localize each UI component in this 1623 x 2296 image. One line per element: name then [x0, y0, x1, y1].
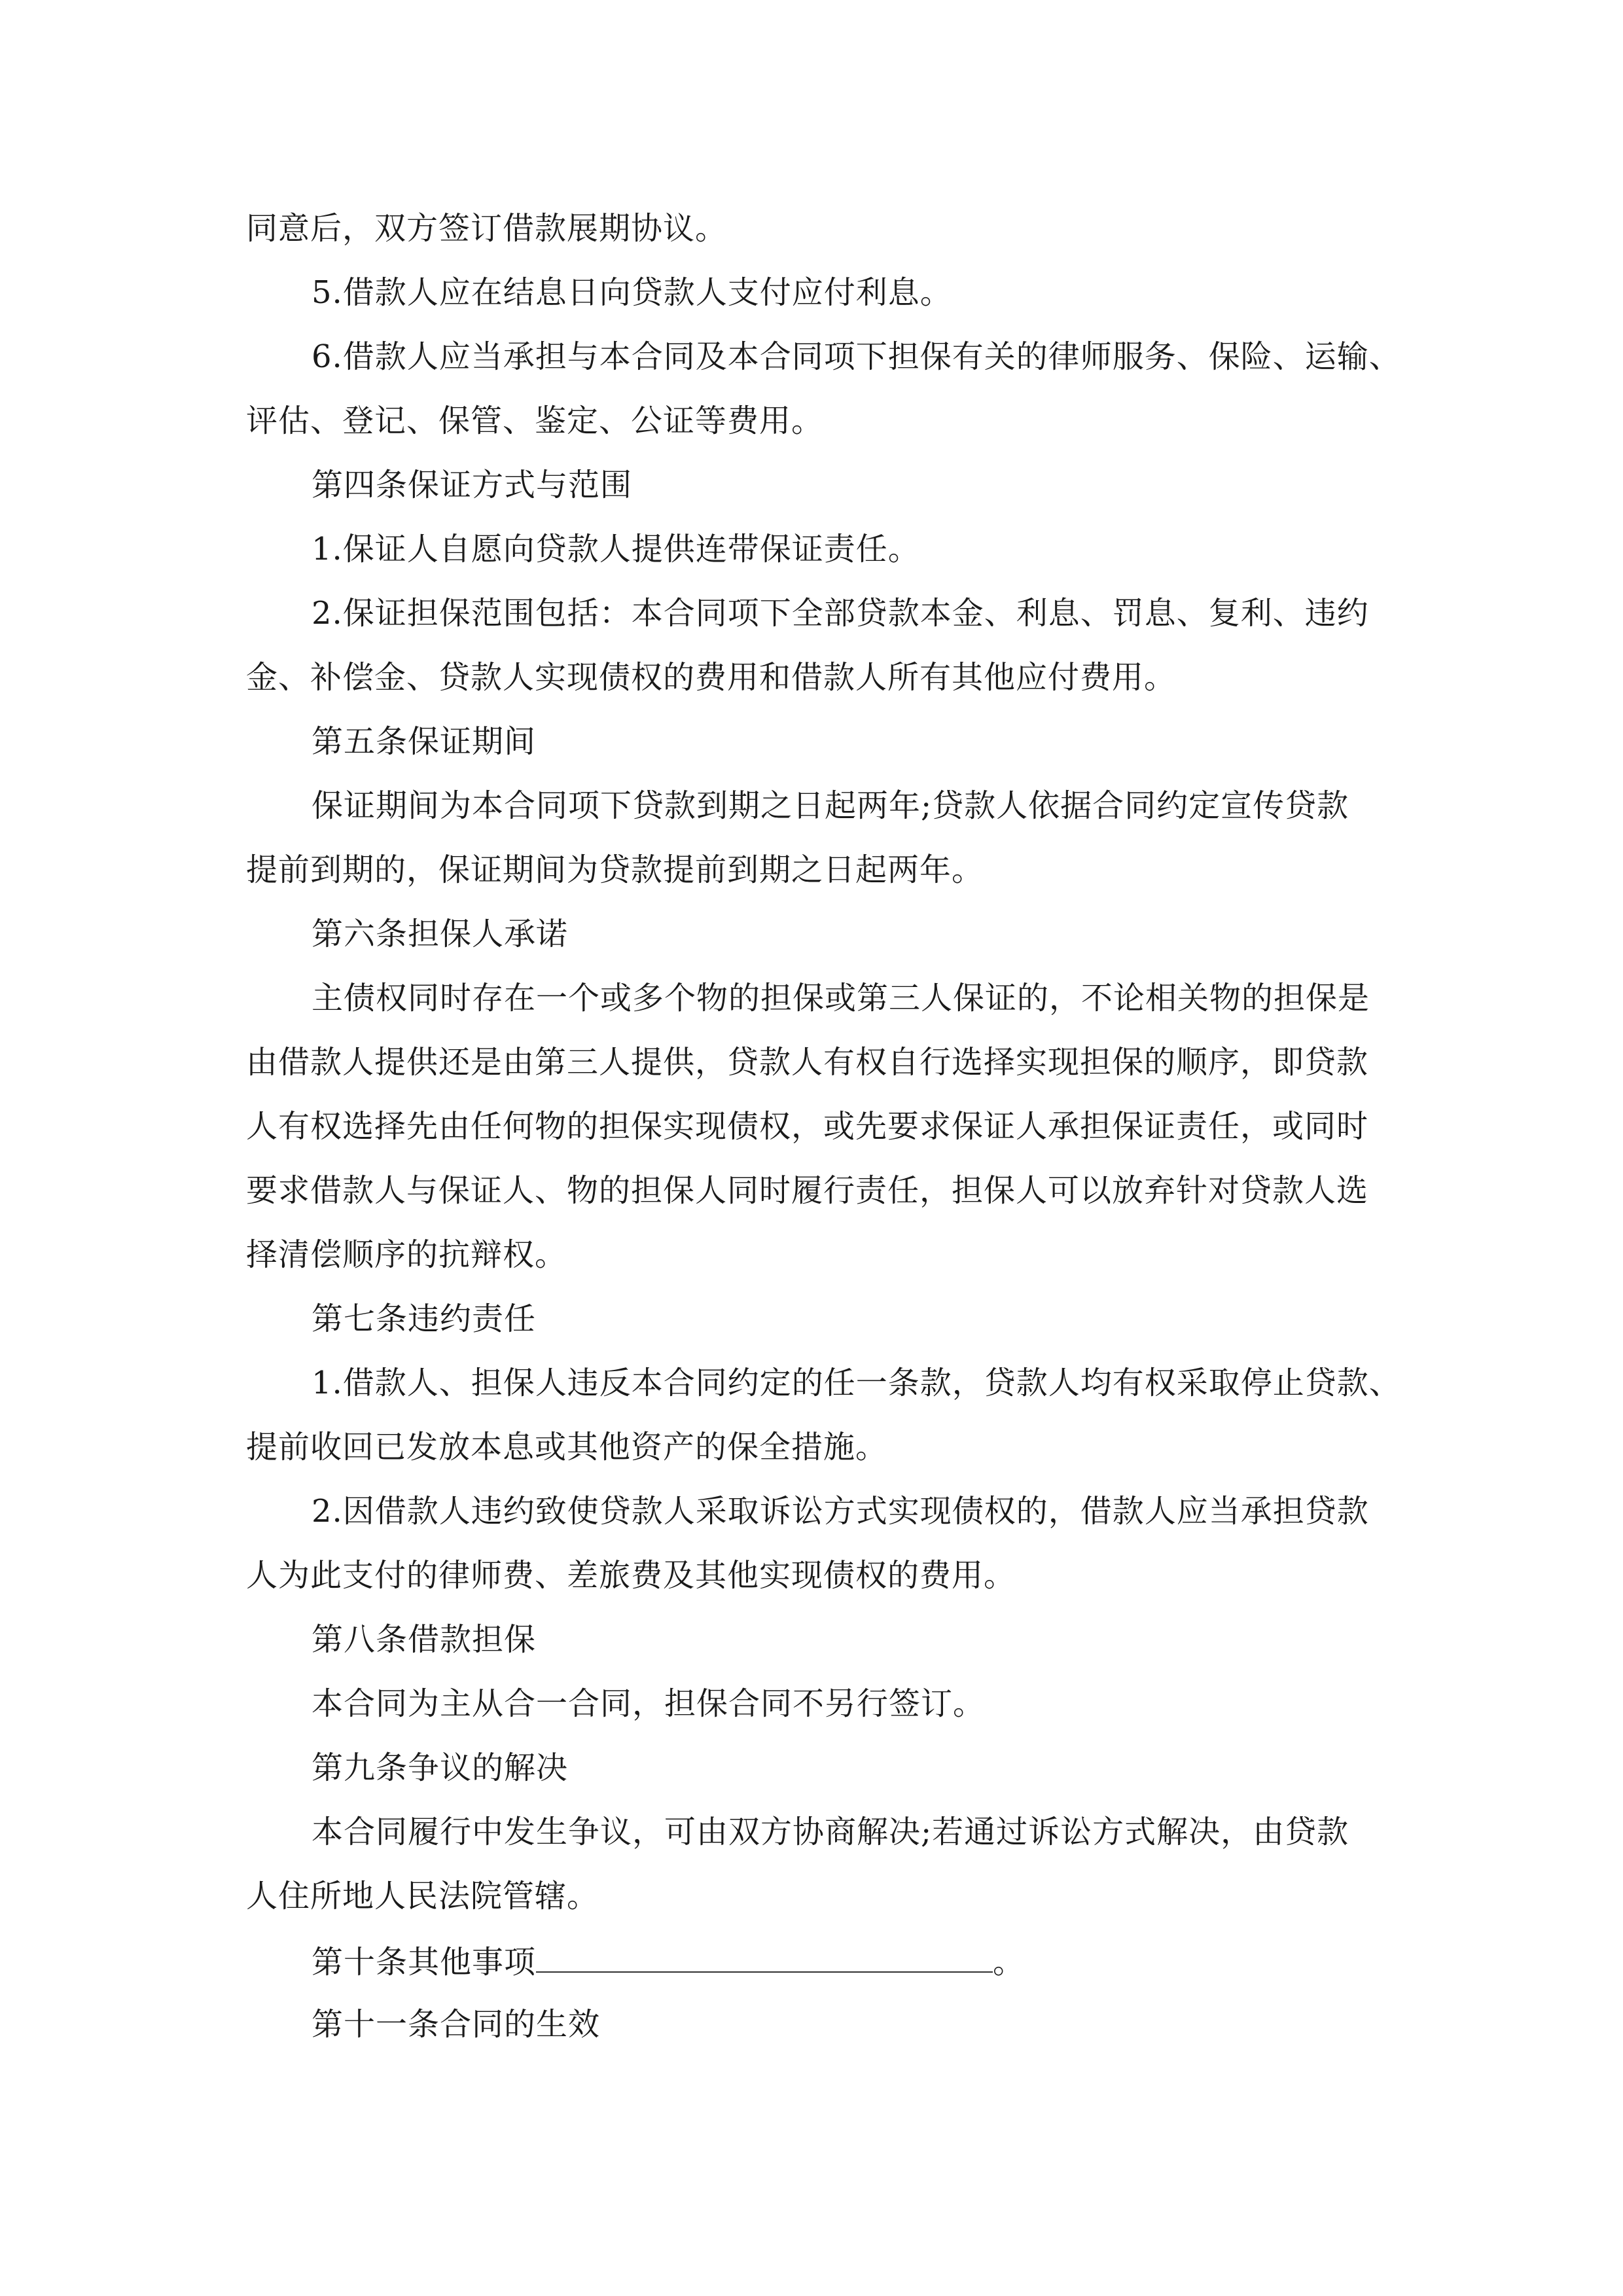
- text-line: 由借款人提供还是由第三人提供，贷款人有权自行选择实现担保的顺序，即贷款: [246, 1044, 1369, 1081]
- text-line: 本合同为主从合一合同，担保合同不另行签订。: [312, 1685, 986, 1722]
- text-line: 人为此支付的律师费、差旅费及其他实现债权的费用。: [246, 1557, 1016, 1594]
- text-line: 1.保证人自愿向贷款人提供连带保证责任。: [312, 531, 920, 567]
- text-line: 人有权选择先由任何物的担保实现债权，或先要求保证人承担保证责任，或同时: [246, 1108, 1369, 1145]
- text-line: 要求借款人与保证人、物的担保人同时履行责任，担保人可以放弃针对贷款人选: [246, 1172, 1369, 1209]
- text-line: 人住所地人民法院管辖。: [246, 1878, 599, 1914]
- text-line: 提前到期的，保证期间为贷款提前到期之日起两年。: [246, 852, 984, 888]
- text-line: 提前收回已发放本息或其他资产的保全措施。: [246, 1429, 888, 1465]
- text-line: 金、补偿金、贷款人实现债权的费用和借款人所有其他应付费用。: [246, 659, 1177, 696]
- text-line: 评估、登记、保管、鉴定、公证等费用。: [246, 403, 824, 439]
- text-line: 择清偿顺序的抗辩权。: [246, 1236, 567, 1273]
- section-heading: 第十一条合同的生效: [312, 2006, 601, 2043]
- period-mark: 。: [993, 1944, 1026, 1981]
- section-heading: 第六条担保人承诺: [312, 916, 569, 952]
- section-heading: 第五条保证期间: [312, 723, 537, 760]
- text-line: 主债权同时存在一个或多个物的担保或第三人保证的，不论相关物的担保是: [312, 980, 1370, 1016]
- text-line: 本合同履行中发生争议，可由双方协商解决;若通过诉讼方式解决，由贷款: [312, 1814, 1349, 1850]
- text-line: 保证期间为本合同项下贷款到期之日起两年;贷款人依据合同约定宣传贷款: [312, 787, 1349, 824]
- text-line: 2.因借款人违约致使贷款人采取诉讼方式实现债权的，借款人应当承担贷款: [312, 1493, 1369, 1530]
- section-heading: 第九条争议的解决: [312, 1749, 569, 1786]
- text-line: 2.保证担保范围包括：本合同项下全部贷款本金、利息、罚息、复利、违约: [312, 595, 1369, 632]
- document-page: [246, 196, 1401, 2056]
- fill-in-blank[interactable]: [536, 1928, 993, 1973]
- section-heading: 第十条其他事项: [312, 1944, 537, 1981]
- text-line: 6.借款人应当承担与本合同及本合同项下担保有关的律师服务、保险、运输、: [312, 338, 1401, 375]
- text-line: 1.借款人、担保人违反本合同约定的任一条款，贷款人均有权采取停止贷款、: [312, 1365, 1401, 1401]
- section-heading: 第四条保证方式与范围: [312, 467, 633, 503]
- other-matters-line: [246, 1928, 1380, 1992]
- text-line: 同意后，双方签订借款展期协议。: [246, 210, 728, 247]
- text-line: 5.借款人应在结息日向贷款人支付应付利息。: [312, 274, 952, 311]
- section-heading: 第七条违约责任: [312, 1300, 537, 1337]
- section-heading: 第八条借款担保: [312, 1621, 537, 1658]
